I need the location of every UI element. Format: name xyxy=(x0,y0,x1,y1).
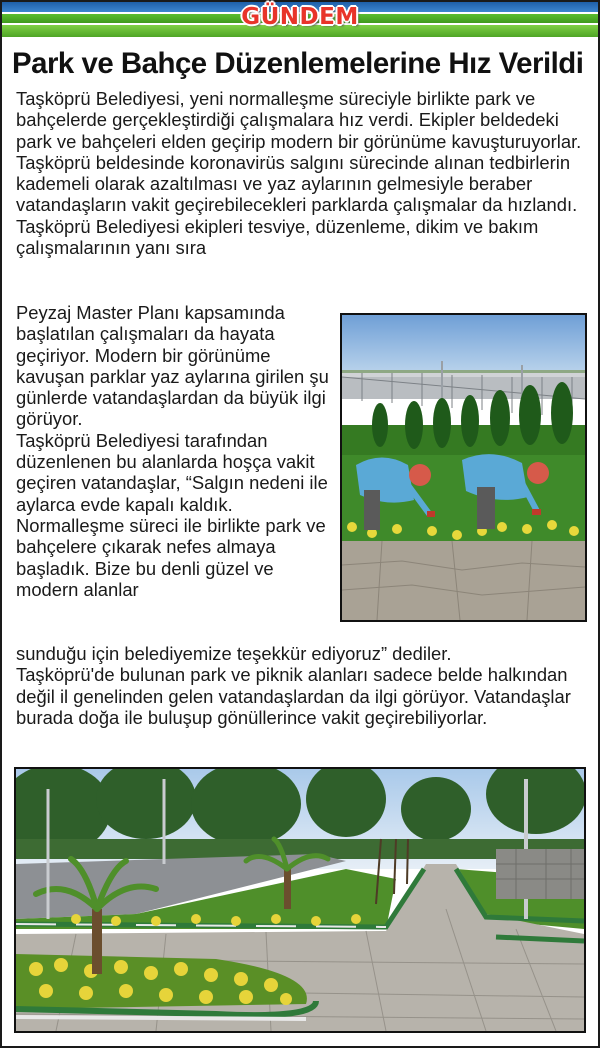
article-body-left-column xyxy=(16,302,334,600)
paragraph: Taşköprü Belediyesi tarafından düzenlenen bu alanlarda hoşça vakit geçiren vatandaşlar, “Salgın nedeni ile aylarca evde kapalı kaldık. Normalleşme süreci ile birlikte park ve bahçelere çıkarak nefes almaya başladık. Bize bu denli güzel ve modern alanlar xyxy=(16,429,328,600)
photo-park-walkway xyxy=(14,767,586,1033)
paragraph: Taşköprü beldesinde koronavirüs salgını sürecinde alınan tedbirlerin kademeli olarak azaltılması ve yaz aylarının gelmesiyle beraber vatandaşların vakit geçirebilecekleri parklarda çalışmalar da hızlandı. Taşköprü Belediyesi ekipleri tesviye, düzenleme, dikim ve bakım çalışmalarının yanı sıra xyxy=(16,151,578,259)
photo-workers-planting xyxy=(340,313,587,622)
paragraph: Taşköprü'de bulunan park ve piknik alanları sadece belde halkından değil il genelinden gelen vatandaşlardan da ilgi görüyor. Vatandaşlar burada doğa ile buluşup gönüllerince vakit geçirebiliyorlar. xyxy=(16,664,571,728)
photo-workers-planting-image xyxy=(342,315,585,620)
paragraph: sunduğu için belediyemize teşekkür ediyoruz” dediler. xyxy=(16,643,452,664)
photo-park-walkway-image xyxy=(16,769,584,1031)
article-body-bottom xyxy=(16,643,586,728)
paragraph: Taşköprü Belediyesi, yeni normalleşme süreciyle birlikte park ve bahçelerde gerçekleştirdiği çalışmalara hız verdi. Ekipler beldedeki park ve bahçeleri elden geçirip modern bir görünüme kavuşturuyorlar. xyxy=(16,88,582,152)
article-body-top xyxy=(16,88,586,258)
paragraph: Peyzaj Master Planı kapsamında başlatılan çalışmaları da hayata geçiriyor. Modern bir görünüme kavuşan parklar yaz aylarına girilen şu günlerde vatandaşlardan da büyük ilgi görüyor. xyxy=(16,302,329,430)
article-title: Park ve Bahçe Düzenlemelerine Hız Verildi xyxy=(12,47,584,80)
section-label: GÜNDEM xyxy=(241,4,359,30)
